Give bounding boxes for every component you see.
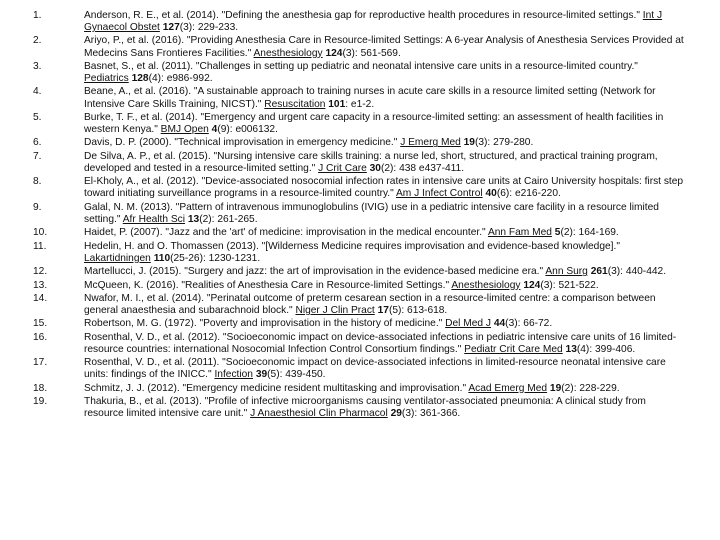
journal-name: Lakartidningen <box>84 252 151 264</box>
journal-volume: 128 <box>131 73 149 85</box>
citation-text: Basnet, S., et al. (2011). "Challenges in setting up pediatric and neonatal intensive care units in a resource-limited country." <box>84 60 638 72</box>
reference-number-text: 9. <box>33 201 42 213</box>
journal-volume: 5 <box>554 227 561 239</box>
reference-number <box>0 61 53 85</box>
reference-number-text: 18. <box>33 382 48 394</box>
citation-pages: (5): 613-618. <box>388 305 448 317</box>
citation-text: Robertson, M. G. (1972). "Poverty and improvisation in the history of medicine." <box>84 318 446 330</box>
journal-volume: 39 <box>255 369 268 381</box>
citation-pages: (9): e006132. <box>217 124 278 136</box>
citation-pages: (3): 279-280. <box>474 137 534 149</box>
reference-number-text: 2. <box>33 35 42 47</box>
reference-item <box>0 112 720 136</box>
reference-number <box>0 137 53 149</box>
journal-name: Niger J Clin Pract <box>295 305 375 317</box>
journal-name: J Emerg Med <box>400 137 461 149</box>
citation-pages: (2): 261-265. <box>199 213 258 225</box>
citation-text: Davis, D. P. (2000). "Technical improvisation in emergency medicine." <box>84 137 401 149</box>
citation-pages: (3): 440-442. <box>607 266 667 278</box>
reference-text <box>84 266 684 278</box>
citation-text: Haidet, P. (2007). "Jazz and the 'art' of medicine: improvisation in the medical encounter." <box>84 227 488 239</box>
journal-volume: 13 <box>565 343 577 355</box>
reference-text <box>84 280 684 292</box>
reference-item <box>0 227 720 239</box>
reference-number-text: 15. <box>33 318 48 330</box>
reference-number <box>0 396 53 420</box>
journal-name: Del Med J <box>445 318 491 330</box>
reference-text <box>84 396 684 420</box>
citation-text: Hedelin, H. and O. Thomassen (2013). "[Wilderness Medicine requires improvisation and evidence-based knowledge]." <box>84 240 620 252</box>
citation-pages: (2): 228-229. <box>561 382 620 394</box>
reference-number-text: 3. <box>33 60 42 72</box>
reference-item <box>0 396 720 420</box>
reference-number <box>0 176 53 200</box>
reference-number <box>0 10 53 34</box>
reference-item <box>0 86 720 110</box>
reference-item <box>0 202 720 226</box>
reference-number-text: 11. <box>33 240 47 252</box>
reference-item <box>0 280 720 292</box>
reference-text <box>84 137 684 149</box>
reference-text <box>84 35 684 59</box>
citation-text: Beane, A., et al. (2016). "A sustainable approach to training nurses in acute care skills in a resource limited setting (Network for Intensive Care Skills Training, NICST)." <box>84 86 656 110</box>
journal-name: Anesthesiology <box>253 47 323 59</box>
reference-number <box>0 293 53 317</box>
journal-volume: 29 <box>390 408 402 420</box>
citation-text: McQueen, K. (2016). "Realities of Anesthesia Care in Resource-limited Settings." <box>84 279 452 291</box>
reference-item <box>0 266 720 278</box>
reference-item <box>0 35 720 59</box>
reference-number-text: 7. <box>33 150 42 162</box>
citation-pages: (4): 399-406. <box>576 343 636 355</box>
journal-name: J Crit Care <box>318 162 367 174</box>
reference-number <box>0 202 53 226</box>
reference-text <box>84 293 684 317</box>
citation-pages: (3): 561-569. <box>342 47 401 59</box>
journal-volume: 44 <box>493 318 506 330</box>
citation-pages: (2): 164-169. <box>560 227 619 239</box>
citation-text: Rosenthal, V. D., et al. (2012). "Socioeconomic impact on device-associated infections in pediatric intensive care units of 16 limited-resource countries: international Nosocomial Infection Control Consortium findings." <box>84 331 677 355</box>
citation-pages: (3): 361-366. <box>401 408 461 420</box>
citation-pages: (25-26): 1230-1231. <box>170 252 261 264</box>
reference-number-text: 10. <box>33 227 48 239</box>
journal-name: Ann Fam Med <box>487 227 552 239</box>
reference-item <box>0 241 720 265</box>
reference-number <box>0 86 53 110</box>
journal-name: Anesthesiology <box>451 279 521 291</box>
citation-pages: (5): 439-450. <box>267 369 326 381</box>
reference-number <box>0 357 53 381</box>
reference-text <box>84 227 684 239</box>
citation-text: Rosenthal, V. D., et al. (2011). "Socioeconomic impact on device-associated infections in limited-resource neonatal intensive care units: findings of the INICC." <box>84 357 666 381</box>
reference-number-text: 17. <box>33 357 48 369</box>
reference-number-text: 8. <box>33 176 42 188</box>
reference-number-text: 13. <box>33 279 48 291</box>
reference-list <box>0 10 720 422</box>
reference-item <box>0 332 720 356</box>
reference-number <box>0 151 53 175</box>
citation-pages: (3): 521-522. <box>540 279 599 291</box>
journal-name: Pediatr Crit Care Med <box>464 343 563 355</box>
reference-item <box>0 151 720 175</box>
citation-text: Thakuria, B., et al. (2013). "Profile of infective microorganisms causing ventilator-associated pneumonia: A clinical study from resource limited intensive care unit." <box>84 396 646 420</box>
citation-text: Nwafor, M. I., et al. (2014). "Perinatal outcome of preterm cesarean section in a resource-limited centre: a comparison between general anaesthesia and subarachnoid block." <box>84 292 656 317</box>
journal-volume: 30 <box>369 162 381 174</box>
journal-volume: 124 <box>523 279 541 291</box>
reference-number <box>0 35 53 59</box>
journal-volume: 101 <box>328 98 346 110</box>
journal-name: J Anaesthesiol Clin Pharmacol <box>250 408 388 420</box>
reference-text <box>84 332 684 356</box>
journal-name: Resuscitation <box>264 98 326 110</box>
reference-item <box>0 357 720 381</box>
journal-name: Acad Emerg Med <box>468 382 548 394</box>
reference-text <box>84 202 684 226</box>
reference-number <box>0 280 53 292</box>
reference-number <box>0 332 53 356</box>
citation-pages: (6): e216-220. <box>496 188 561 200</box>
citation-text: Ariyo, P., et al. (2016). "Providing Anesthesia Care in Resource-limited Settings: A 6-year Analysis of Anesthesia Services Provided at Medecins Sans Frontieres Facilities." <box>84 35 684 59</box>
reference-number <box>0 318 53 330</box>
reference-number-text: 6. <box>33 137 42 149</box>
reference-number <box>0 241 53 265</box>
reference-text <box>84 383 684 395</box>
reference-text <box>84 61 684 85</box>
reference-item <box>0 383 720 395</box>
journal-volume: 19 <box>463 137 475 149</box>
journal-volume: 124 <box>325 47 343 59</box>
reference-item <box>0 137 720 149</box>
reference-text <box>84 357 684 381</box>
citation-text: Schmitz, J. J. (2012). "Emergency medicine resident multitasking and improvisation." <box>84 382 469 394</box>
citation-pages: (3): 66-72. <box>505 318 553 330</box>
reference-number-text: 19. <box>33 396 48 408</box>
citation-pages: (3): 229-233. <box>179 22 239 34</box>
reference-text <box>84 241 684 265</box>
journal-volume: 40 <box>485 188 497 200</box>
reference-text <box>84 112 684 136</box>
journal-name: Afr Health Sci <box>122 213 186 225</box>
reference-number-text: 14. <box>33 292 48 304</box>
citation-pages: (4): e986-992. <box>148 73 213 85</box>
reference-item <box>0 293 720 317</box>
journal-volume: 127 <box>162 22 180 34</box>
journal-name: BMJ Open <box>160 124 209 136</box>
journal-name: Ann Surg <box>545 266 588 278</box>
reference-number-text: 12. <box>33 266 48 278</box>
citation-text: Burke, T. F., et al. (2014). "Emergency and urgent care capacity in a resource-limited setting: an assessment of health facilities in western Kenya." <box>84 111 664 136</box>
journal-name: Am J Infect Control <box>396 188 483 200</box>
reference-number <box>0 383 53 395</box>
journal-volume: 261 <box>590 266 608 278</box>
reference-number-text: 1. <box>33 10 42 21</box>
reference-number-text: 16. <box>33 331 48 343</box>
reference-item <box>0 318 720 330</box>
citation-text: Galal, N. M. (2013). "Pattern of intravenous immunoglobulins (IVIG) use in a pediatric intensive care facility in a resource limited setting." <box>84 201 659 225</box>
reference-text <box>84 10 684 34</box>
citation-text: Anderson, R. E., et al. (2014). "Defining the anesthesia gap for reproductive health procedures in resource-limited settings." <box>84 10 643 21</box>
journal-name: Infection <box>214 369 253 381</box>
citation-text: El-Kholy, A., et al. (2012). "Device-associated nosocomial infection rates in intensive care units at Cairo University hospitals: first step toward initiating surveillance programs in a resource-limited country." <box>84 176 684 200</box>
reference-text <box>84 151 684 175</box>
reference-text <box>84 318 684 330</box>
reference-number-text: 5. <box>33 111 42 123</box>
reference-number-text: 4. <box>33 86 42 98</box>
reference-item <box>0 61 720 85</box>
reference-text <box>84 86 684 110</box>
journal-name: Int J Gynaecol Obstet <box>84 10 663 34</box>
citation-text: Martellucci, J. (2015). "Surgery and jazz: the art of improvisation in the evidence-based medicine era." <box>84 266 546 278</box>
reference-number <box>0 266 53 278</box>
reference-number <box>0 227 53 239</box>
reference-number <box>0 112 53 136</box>
citation-pages: : e1-2. <box>345 98 375 110</box>
journal-name: Pediatrics <box>84 73 129 85</box>
journal-volume: 13 <box>187 213 200 225</box>
journal-volume: 4 <box>211 124 218 136</box>
journal-volume: 19 <box>549 382 562 394</box>
reference-item <box>0 10 720 34</box>
journal-volume: 110 <box>153 252 171 264</box>
reference-item <box>0 176 720 200</box>
citation-pages: (2): 438 e437-411. <box>380 162 465 174</box>
journal-volume: 17 <box>377 305 389 317</box>
citation-text: De Silva, A. P., et al. (2015). "Nursing intensive care skills training: a nurse led, short, structured, and practical training program, developed and tested in a resource-limited setting." <box>84 150 658 174</box>
reference-text <box>84 176 684 200</box>
